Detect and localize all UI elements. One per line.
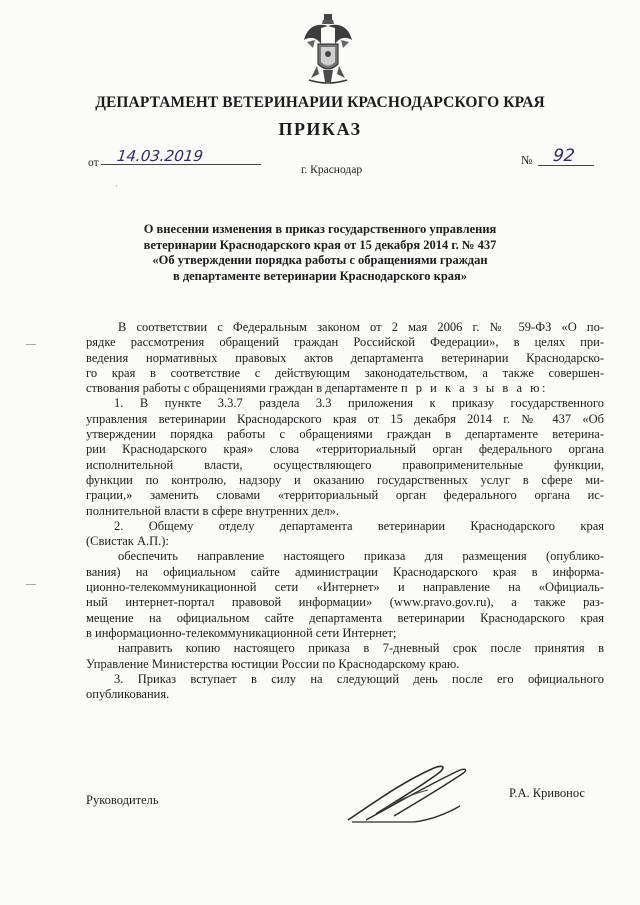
body-line: грации,» заменить словами «территориальный орган федерального органа ис- [86,488,604,503]
body-line: функции по контролю, надзору и оказанию государственных услуг в сфере ми- [86,472,604,487]
date-value: 14.03.2019 [116,147,204,165]
coat-of-arms-icon [303,14,353,86]
body-line: 3. Приказ вступает в силу на следующий день после его официального [114,671,604,686]
body-line: обеспечить направление настоящего приказа для размещения (опублико- [118,549,604,564]
title-line: в департаменте ветеринарии Краснодарского края» [172,268,468,283]
handwritten-signature [342,760,482,826]
body-line: опубликования. [86,687,170,702]
city-label: г. Краснодар [301,164,363,176]
body-line: ционно-телекоммуникационной сети «Интернет» и направление на «Официаль- [86,580,604,595]
body-line: исполнительной власти, осуществляющего правоприменительные функции, [86,457,604,472]
document-body [86,320,604,702]
body-line: В соответствии с Федеральным законом от 2 мая 2006 г. № 59-ФЗ «О по- [118,320,604,334]
scan-speck: · [115,181,118,191]
body-line: (Свистак А.П.): [86,534,169,549]
body-line: в информационно-телекоммуникационной сети Интернет; [86,625,397,640]
title-line: ветеринарии Краснодарского края от 15 декабря 2014 г. № 437 [143,237,497,252]
body-line: Управление Министерства юстиции России по Краснодарскому краю. [86,656,460,671]
body-line: ный интернет-портал правовой информации» (www.pravo.gov.ru), а также раз- [86,595,604,610]
body-line: рии Краснодарского края» слова «территориальный орган федерального органа [86,442,604,457]
number-label: № [521,153,533,167]
scan-mark [26,584,36,585]
document-title [100,222,540,284]
number-value: 92 [551,146,576,166]
body-line: мещение на официальном сайте департамента ветеринарии Краснодарского края [86,610,604,625]
scan-mark [26,344,36,345]
department-name: ДЕПАРТАМЕНТ ВЕТЕРИНАРИИ КРАСНОДАРСКОГО КРАЯ [95,94,545,111]
body-line: ведения нормативных правовых актов департамента ветеринарии Краснодарско- [86,350,604,365]
body-line: го края в соответствие с действующим законодательством, а также совершен- [86,365,604,380]
document-type: ПРИКАЗ [278,119,362,139]
signer-position: Руководитель [86,793,159,807]
body-line: направить копию настоящего приказа в 7-дневный срок после принятия в [118,641,604,656]
body-line: 2. Общему отделу департамента ветеринарии Краснодарского края [114,518,604,533]
order-verb: п р и к а з ы в а ю: [400,381,548,396]
body-line: полнительной власти в сфере внутренних дел». [86,503,339,518]
title-line: «Об утверждении порядка работы с обращениями граждан [152,253,488,267]
body-line: рядке рассмотрения обращений граждан Российской Федерации», в целях при- [86,335,604,350]
body-line: вания) на официальном сайте администрации Краснодарского края в информа- [86,564,604,579]
body-line-text: ствования работы с обращениями граждан в департаменте [86,381,401,396]
body-line: 1. В пункте 3.3.7 раздела 3.3 приложения к приказу государственного [114,396,604,411]
title-line: О внесении изменения в приказ государственного управления [143,222,497,236]
body-line: управления ветеринарии Краснодарского края от 15 декабря 2014 г. № 437 «Об [86,411,604,426]
body-line [86,381,604,396]
signer-name: Р.А. Кривонос [509,786,585,800]
body-line: утверждении порядка работы с обращениями граждан в департаменте ветерина- [86,427,604,442]
date-label: от [88,157,99,169]
